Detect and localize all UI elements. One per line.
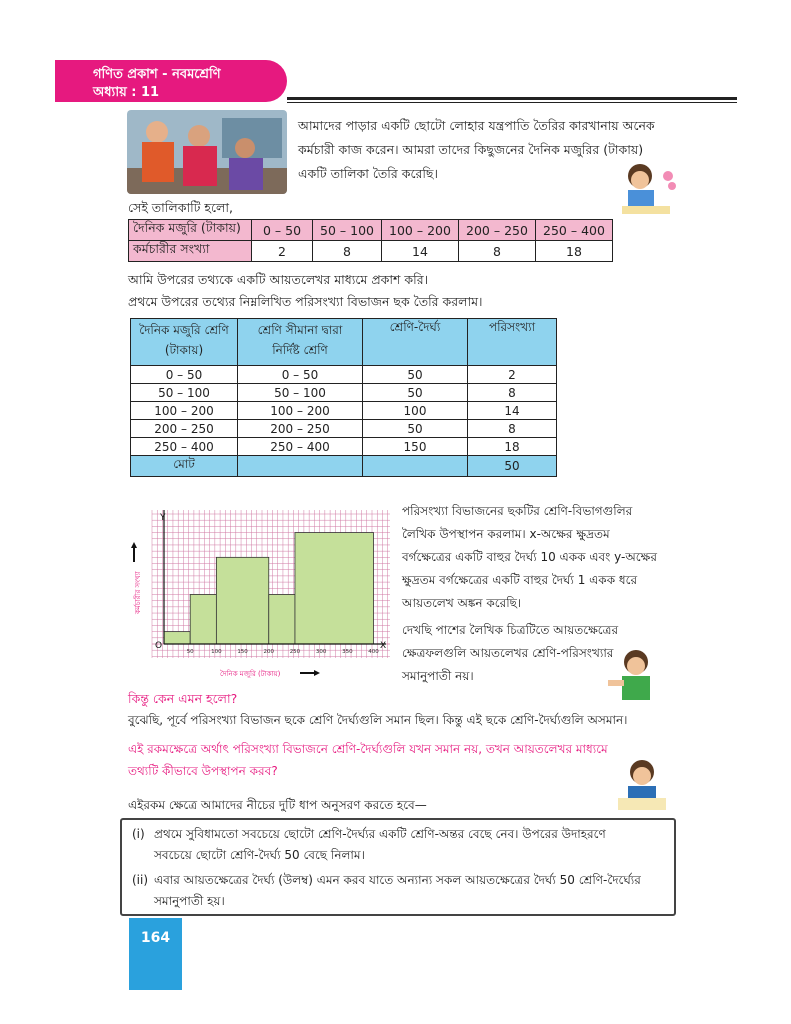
x-tick-label: 150 [237,649,248,655]
count-cell: 8 [313,241,382,262]
total-value: 50 [468,456,557,477]
count-cell: 2 [252,241,313,262]
boy-thinking-illustration [606,646,668,704]
header-cell: শ্রেণি-দৈর্ঘ্য [363,319,468,366]
table-cell: 50 – 100 [238,384,363,402]
table-cell: 100 – 200 [131,402,238,420]
count-cell: 18 [536,241,613,262]
table-cell: 18 [468,438,557,456]
intro-line: কর্মচারী কাজ করেন। আমরা তাদের কিছুজনের দৈনিক মজুরির (টাকায়) [298,142,644,157]
step-line: সমানুপাতী হয়। [154,894,225,908]
chart-text-line: বর্গক্ষেত্রের একটি বাহুর দৈর্ঘ্য 10 একক এবং y-অক্ষের [402,550,657,564]
subject-title: গণিত প্রকাশ - নবমশ্রেণি [93,67,221,82]
table1-caption: সেই তালিকাটি হলো, [128,200,233,215]
step-number: (ii) [132,873,149,887]
intro-line: আমাদের পাড়ার একটি ছোটো লোহার যন্ত্রপাতি তৈরির কারখানায় অনেক [298,118,655,133]
header-rule-thin [287,102,737,103]
table-cell: 8 [468,384,557,402]
class-cell: 0 – 50 [252,220,313,241]
table-cell: 50 [363,420,468,438]
table-cell: 14 [468,402,557,420]
page-number-tab [129,918,182,990]
steps-intro: এইরকম ক্ষেত্রে আমাদের নীচের দুটি ধাপ অনুসরণ করতে হবে— [128,798,427,812]
chart-text-line: লৈখিক উপস্থাপন করলাম। x-অক্ষের ক্ষুদ্রতম [402,527,610,541]
table-cell: 150 [363,438,468,456]
table-cell: 50 – 100 [131,384,238,402]
x-tick-label: 200 [263,649,275,655]
table-cell: 2 [468,366,557,384]
table-cell: 200 – 250 [238,420,363,438]
histogram-chart [128,502,390,682]
chapter-number: অধ্যায় : 11 [93,85,160,100]
chart-text-line: ক্ষেত্রফলগুলি আয়তলেখর শ্রেণি-পরিসংখ্যার [402,646,614,660]
header-cell: পরিসংখ্যা [468,319,557,366]
step-line: এবার আয়তক্ষেত্রের দৈর্ঘ্য (উলম্ব) এমন করব যাতে অন্যান্য সকল আয়তক্ষেত্রের দৈর্ঘ্য 50 শ্রেণি-দৈর্ঘ্যের [154,873,641,887]
table-cell-empty [238,456,363,477]
table-cell-empty [363,456,468,477]
x-axis-title: দৈনিক মজুরি (টাকায়) [220,670,281,678]
x-tick-label: 400 [368,649,379,655]
step-line: প্রথমে সুবিধামতো সবচেয়ে ছোটো শ্রেণি-দৈর্ঘ্যর একটি শ্রেণি-অন্তর বেছে নেব। উপরের উদাহরণে [154,827,606,841]
question-how [128,738,608,782]
histogram-bar [269,594,295,644]
table-cell: 100 [363,402,468,420]
table-cell: 50 [363,384,468,402]
y-axis-title: কর্মচারীর সংখ্যা [134,571,142,614]
step-text [154,824,606,866]
boy-reading-illustration [612,756,672,812]
chart-text-line: আয়তলেখ অঙ্কন করেছি। [402,596,522,610]
header-cell: শ্রেণি সীমানা দ্বারা নির্দিষ্ট শ্রেণি [238,319,363,366]
question-line: তথ্যটি কীভাবে উপস্থাপন করব? [128,764,278,778]
intro-line: একটি তালিকা তৈরি করেছি। [298,166,438,181]
class-cell: 100 – 200 [382,220,459,241]
count-cell: 14 [382,241,459,262]
question-why: কিন্তু কেন এমন হলো? [128,691,238,706]
histogram-bar [190,594,216,644]
chart-text-line: ক্ষুদ্রতম বর্গক্ষেত্রের একটি বাহুর দৈর্ঘ্য 1 একক ধরে [402,573,638,587]
wage-table [128,219,613,262]
steps-box [120,818,676,916]
table-cell: 100 – 200 [238,402,363,420]
page-number: 164 [140,930,171,946]
x-tick-label: 300 [315,649,327,655]
histogram-bar [164,632,190,644]
text-line: প্রথমে উপরের তথ্যের নিম্নলিখিত পরিসংখ্যা বিভাজন ছক তৈরি করলাম। [128,294,483,309]
x-axis-letter: X [380,641,387,651]
class-cell: 250 – 400 [536,220,613,241]
table-cell: 0 – 50 [238,366,363,384]
x-tick-label: 350 [342,649,353,655]
total-label: মোট [131,456,238,477]
step-text [154,870,641,912]
histogram-bar [216,557,268,644]
y-axis-letter: Y [160,513,166,523]
step-number: (i) [132,827,145,841]
table-cell: 0 – 50 [131,366,238,384]
text-line: আমি উপরের তথ্যকে একটি আয়তলেখর মাধ্যমে প্রকাশ করি। [128,272,429,287]
question-line: এই রকমক্ষেত্রে অর্থাৎ পরিসংখ্যা বিভাজনে শ্রেণি-দৈর্ঘ্যগুলি যখন সমান নয়, তখন আয়তলেখর মাধ্যমে [128,742,608,756]
x-tick-label: 100 [211,649,222,655]
frequency-table [130,318,557,477]
x-tick-label: 250 [289,649,301,655]
girl-writing-illustration [616,160,678,218]
table-cell: 200 – 250 [131,420,238,438]
answer-line: বুঝেছি, পূর্বে পরিসংখ্যা বিভাজন ছকে শ্রেণি দৈর্ঘ্যগুলি সমান ছিল। কিন্তু এই ছকে শ্রেণি-দৈর্ঘ্যগুলি অসমান। [128,713,628,727]
workshop-illustration [127,110,287,194]
chapter-header [55,60,287,102]
table-cell: 250 – 400 [131,438,238,456]
header-rule [287,97,737,100]
chart-text-line: পরিসংখ্যা বিভাজনের ছকটির শ্রেণি-বিভাগগুলির [402,504,633,518]
row-label-wage: দৈনিক মজুরি (টাকায়) [129,220,252,241]
class-cell: 50 – 100 [313,220,382,241]
origin-label: O [155,641,163,651]
table-cell: 50 [363,366,468,384]
header-cell: দৈনিক মজুরি শ্রেণি (টাকায়) [131,319,238,366]
intro-paragraph [298,114,655,186]
step-line: সবচেয়ে ছোটো শ্রেণি-দৈর্ঘ্য 50 বেছে নিলাম। [154,848,365,862]
count-cell: 8 [459,241,536,262]
table-cell: 250 – 400 [238,438,363,456]
class-cell: 200 – 250 [459,220,536,241]
chart-text-line: দেখছি পাশের লৈখিক চিত্রটিতে আয়তক্ষেত্রের [402,623,619,637]
table-cell: 8 [468,420,557,438]
histogram-bar [295,533,374,644]
row-label-workers: কর্মচারীর সংখ্যা [129,241,252,262]
chart-text-line: সমানুপাতী নয়। [402,669,474,683]
x-tick-label: 50 [186,649,194,655]
